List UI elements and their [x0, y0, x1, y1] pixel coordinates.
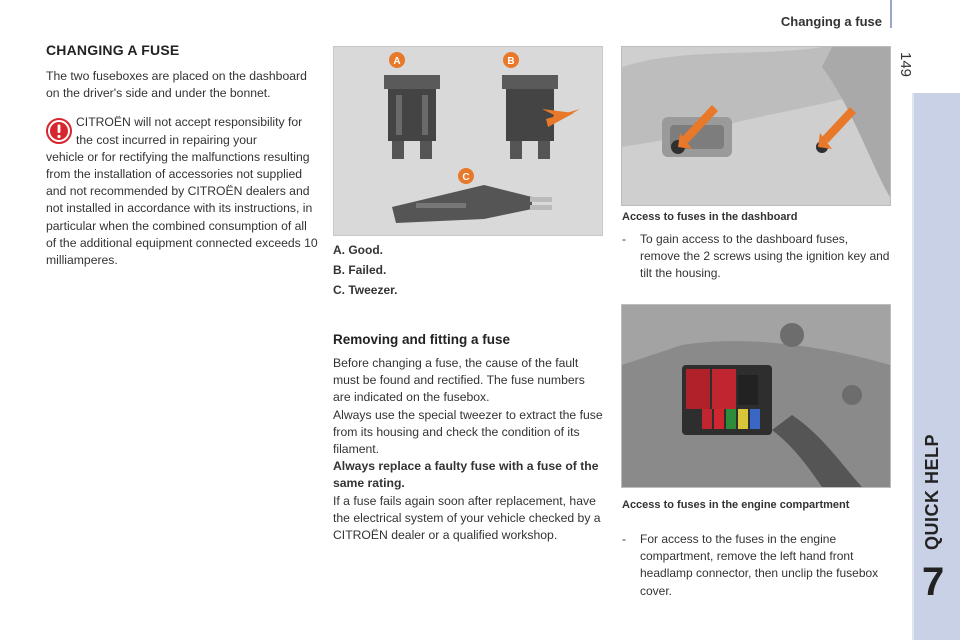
side-tab-chapter-number: 7 — [922, 560, 945, 604]
fuse-legend — [333, 243, 603, 303]
removing-paragraph-bold: Always replace a faulty fuse with a fuse of the same rating. — [333, 459, 599, 491]
intro-paragraph: The two fuseboxes are placed on the dashboard on the driver's side and under the bonnet. — [46, 69, 307, 101]
fuse-illustration — [333, 46, 603, 236]
label-a-marker — [389, 52, 405, 68]
bullet-mark: - — [622, 232, 626, 246]
page-header-title: Changing a fuse — [780, 14, 882, 29]
page-number: 149 — [897, 52, 914, 78]
warning-text-first: CITROËN will not accept responsibility for the cost incurred in repairing your — [76, 115, 303, 147]
column-removing — [333, 332, 605, 544]
caption-engine: Access to fuses in the engine compartment — [622, 499, 850, 511]
bullet-mark: - — [622, 532, 626, 546]
failed-fuse-image — [502, 75, 558, 159]
removing-paragraph-4: If a fuse fails again soon after replacement, have the electrical system of your vehicle checked by a CITROËN dealer or a qualified workshop. — [333, 493, 601, 543]
removing-paragraph-1: Before changing a fuse, the cause of the fault must be found and rectified. The fuse numbers are indicated on the fusebox. — [333, 356, 585, 405]
bullet-engine — [622, 531, 890, 600]
side-tab — [914, 93, 960, 640]
warning-icon — [46, 118, 72, 144]
good-fuse-image — [384, 75, 440, 159]
svg-text:A: A — [393, 56, 401, 67]
removing-paragraph-2: Always use the special tweezer to extract the fuse from its housing and check the condition of its filament. — [333, 407, 603, 457]
header-rule — [890, 0, 892, 28]
bullet-dashboard — [622, 231, 890, 283]
caption-dashboard: Access to fuses in the dashboard — [622, 211, 798, 223]
engine-fusebox-photo — [621, 304, 891, 488]
svg-text:C: C — [462, 172, 470, 183]
legend-failed: B. Failed. — [333, 263, 387, 277]
section-heading: CHANGING A FUSE — [46, 42, 180, 58]
dashboard-fusebox-photo — [621, 46, 891, 206]
bullet-engine-text: For access to the fuses in the engine compartment, remove the left hand front headlamp connector, then unclip the fusebox cover. — [640, 532, 879, 598]
legend-good: A. Good. — [333, 243, 383, 257]
label-c-marker — [458, 168, 474, 184]
warning-text-rest: vehicle or for rectifying the malfunctions resulting from the installation of accessories not supplied and not recommended by CITROËN dealers and not installed in accordance with its instructions, in particular when the combined consumption of all of the additional equipment connected exceeds 10 milliamperes. — [46, 149, 318, 268]
warning-block — [46, 114, 318, 269]
legend-tweezer: C. Tweezer. — [333, 283, 398, 297]
bullet-dashboard-text: To gain access to the dashboard fuses, remove the 2 screws using the ignition key and tilt the housing. — [640, 232, 890, 281]
svg-text:B: B — [507, 56, 515, 67]
label-b-marker — [503, 52, 519, 68]
subsection-heading: Removing and fitting a fuse — [333, 332, 511, 347]
side-tab-section-label: QUICK HELP — [922, 433, 942, 550]
tweezer-image — [392, 185, 552, 223]
column-intro — [46, 42, 318, 269]
